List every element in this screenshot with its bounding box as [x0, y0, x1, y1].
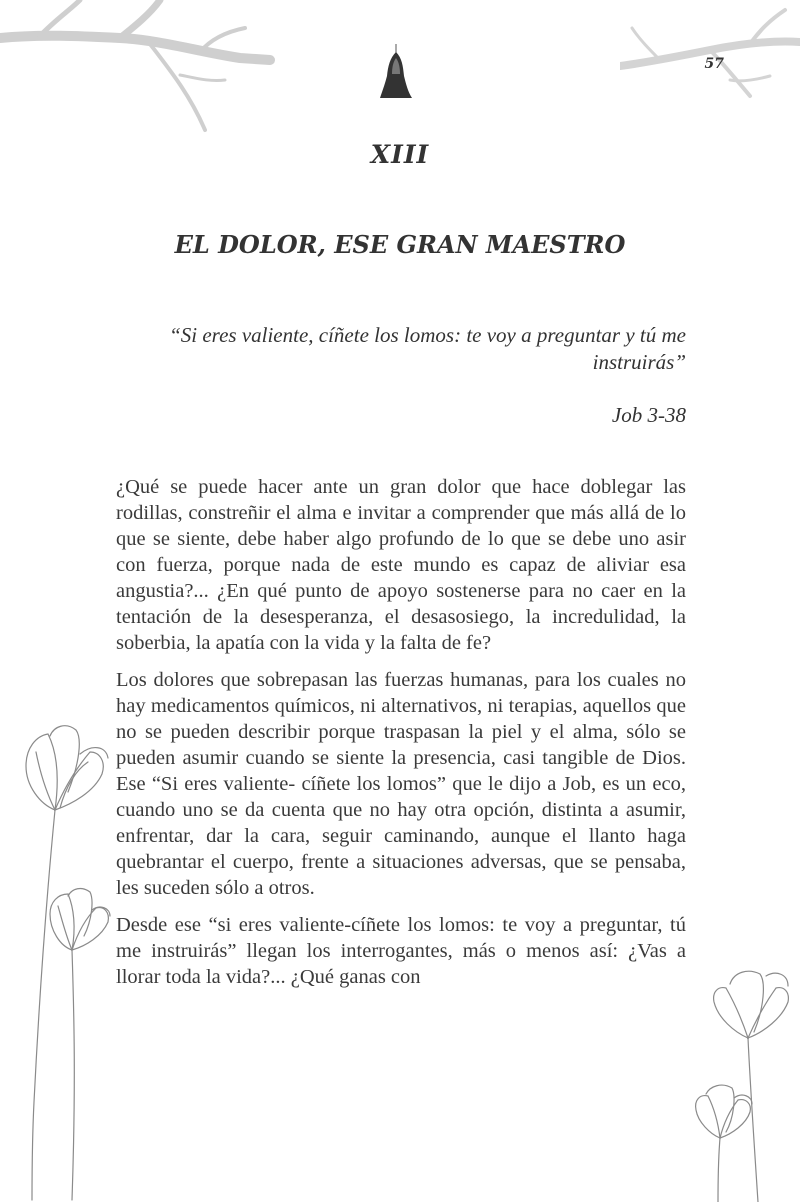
branch-left-icon — [0, 0, 300, 150]
chapter-title: EL DOLOR, ESE GRAN MAESTRO — [174, 230, 626, 259]
paragraph: Desde ese “si eres valiente-cíñete los lomos: te voy a preguntar, tú me instruirás” llegan los interrogantes, más o menos así: ¿Vas a llorar toda la vida?... ¿Qué ganas con — [116, 914, 686, 988]
hanging-figure-icon — [376, 44, 416, 104]
tulip-left-icon — [10, 722, 130, 1202]
chapter-number: XIII — [370, 140, 430, 169]
tulip-right-icon — [690, 962, 800, 1202]
paragraph: Los dolores que sobrepasan las fuerzas humanas, para los cuales no hay medicamentos químicos, ni alternativos, ni terapias, aquellos que no se pueden describir porque traspasan la piel y el alma, sólo se pueden asumir cuando se siente la presencia, casi tangible de Dios. Ese “Si eres valiente- cíñete los lomos” que le dijo a Job, es un eco, cuando uno se da cuenta que no hay otra opción, distinta a asumir, enfrentar, dar la cara, seguir caminando, aunque el llanto haga quebrantar el cuerpo, frente a situaciones adversas, que se pensaba, les suceden sólo a otros. — [116, 669, 686, 899]
epigraph-source: Job 3-38 — [611, 403, 686, 427]
body-text — [116, 474, 686, 1001]
paragraph: ¿Qué se puede hacer ante un gran dolor que hace doblegar las rodillas, constreñir el alma e invitar a comprender que más allá de lo que se siente, debe haber algo profundo de lo que se debe uno asir con fuerza, porque nada de este mundo es capaz de aliviar esa angustia?... ¿En qué punto de apoyo sostenerse para no caer en la tentación de la desesperanza, el desasosiego, la incredulidad, la soberbia, la apatía con la vida y la falta de fe? — [116, 476, 686, 654]
epigraph-quote: “Si eres valiente, cíñete los lomos: te voy a preguntar y tú me instruirás” — [169, 323, 686, 374]
page-number: 57 — [704, 56, 724, 72]
